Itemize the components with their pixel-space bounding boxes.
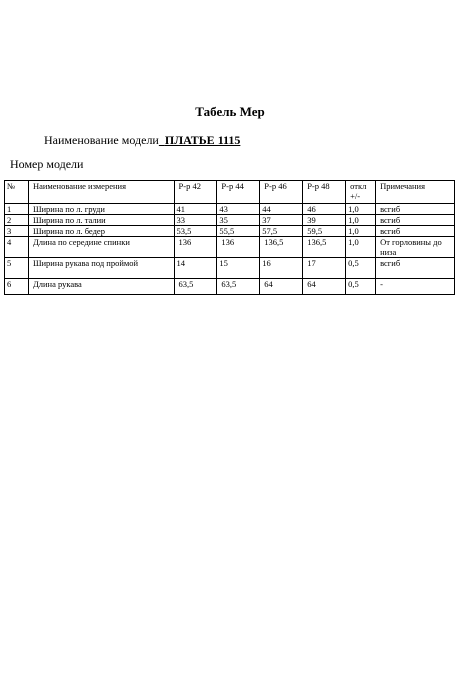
document-title: Табель Мер: [195, 104, 265, 119]
cell-size-48: 64: [303, 279, 346, 295]
cell-size-44: 63,5: [217, 279, 260, 295]
cell-size-44: 55,5: [217, 226, 260, 237]
cell-tolerance: 1,0: [346, 237, 376, 258]
cell-note: всгиб: [376, 215, 455, 226]
table-header-row: [5, 181, 455, 204]
header-size-42: Р-р 42: [174, 181, 217, 204]
model-name-value: ПЛАТЬЕ 1115: [164, 133, 241, 147]
cell-size-46: 44: [260, 204, 303, 215]
cell-size-42: 63,5: [174, 279, 217, 295]
cell-size-48: 17: [303, 258, 346, 279]
measurements-table: [4, 180, 455, 295]
cell-size-44: 35: [217, 215, 260, 226]
cell-size-42: 136: [174, 237, 217, 258]
cell-size-44: 136: [217, 237, 260, 258]
header-name: Наименование измерения: [28, 181, 174, 204]
cell-size-46: 57,5: [260, 226, 303, 237]
cell-no: 5: [5, 258, 29, 279]
cell-name: Ширина по л. талии: [28, 215, 174, 226]
cell-size-42: 41: [174, 204, 217, 215]
cell-name: Ширина по л. груди: [28, 204, 174, 215]
header-notes: Примечания: [376, 181, 455, 204]
header-size-46: Р-р 46: [260, 181, 303, 204]
cell-name: Ширина по л. бедер: [28, 226, 174, 237]
cell-no: 3: [5, 226, 29, 237]
model-name-line: [44, 133, 240, 148]
cell-size-42: 33: [174, 215, 217, 226]
cell-note: От горловины до низа: [376, 237, 455, 258]
cell-tolerance: 1,0: [346, 226, 376, 237]
cell-size-46: 37: [260, 215, 303, 226]
table-row: [5, 215, 455, 226]
cell-size-46: 64: [260, 279, 303, 295]
table-row: [5, 204, 455, 215]
cell-tolerance: 1,0: [346, 215, 376, 226]
cell-no: 6: [5, 279, 29, 295]
model-name-label: Наименование модели: [44, 133, 159, 147]
cell-size-44: 43: [217, 204, 260, 215]
cell-note: -: [376, 279, 455, 295]
cell-size-48: 46: [303, 204, 346, 215]
cell-size-44: 15: [217, 258, 260, 279]
table-row: [5, 226, 455, 237]
cell-name: Ширина рукава под проймой: [28, 258, 174, 279]
cell-size-46: 136,5: [260, 237, 303, 258]
cell-note: всгиб: [376, 258, 455, 279]
cell-tolerance: 0,5: [346, 258, 376, 279]
table-row: [5, 279, 455, 295]
cell-no: 1: [5, 204, 29, 215]
cell-size-48: 39: [303, 215, 346, 226]
cell-size-42: 53,5: [174, 226, 217, 237]
table-row: [5, 258, 455, 279]
cell-no: 4: [5, 237, 29, 258]
cell-size-46: 16: [260, 258, 303, 279]
cell-tolerance: 0,5: [346, 279, 376, 295]
header-size-48: Р-р 48: [303, 181, 346, 204]
table-row: [5, 237, 455, 258]
cell-no: 2: [5, 215, 29, 226]
cell-size-42: 14: [174, 258, 217, 279]
cell-tolerance: 1,0: [346, 204, 376, 215]
cell-note: всгиб: [376, 204, 455, 215]
cell-name: Длина рукава: [28, 279, 174, 295]
cell-size-48: 136,5: [303, 237, 346, 258]
cell-name: Длина по середине спинки: [28, 237, 174, 258]
header-tolerance: откл +/-: [346, 181, 376, 204]
cell-size-48: 59,5: [303, 226, 346, 237]
header-no: №: [5, 181, 29, 204]
header-size-44: Р-р 44: [217, 181, 260, 204]
model-number-label: Номер модели: [10, 157, 84, 171]
cell-note: всгиб: [376, 226, 455, 237]
